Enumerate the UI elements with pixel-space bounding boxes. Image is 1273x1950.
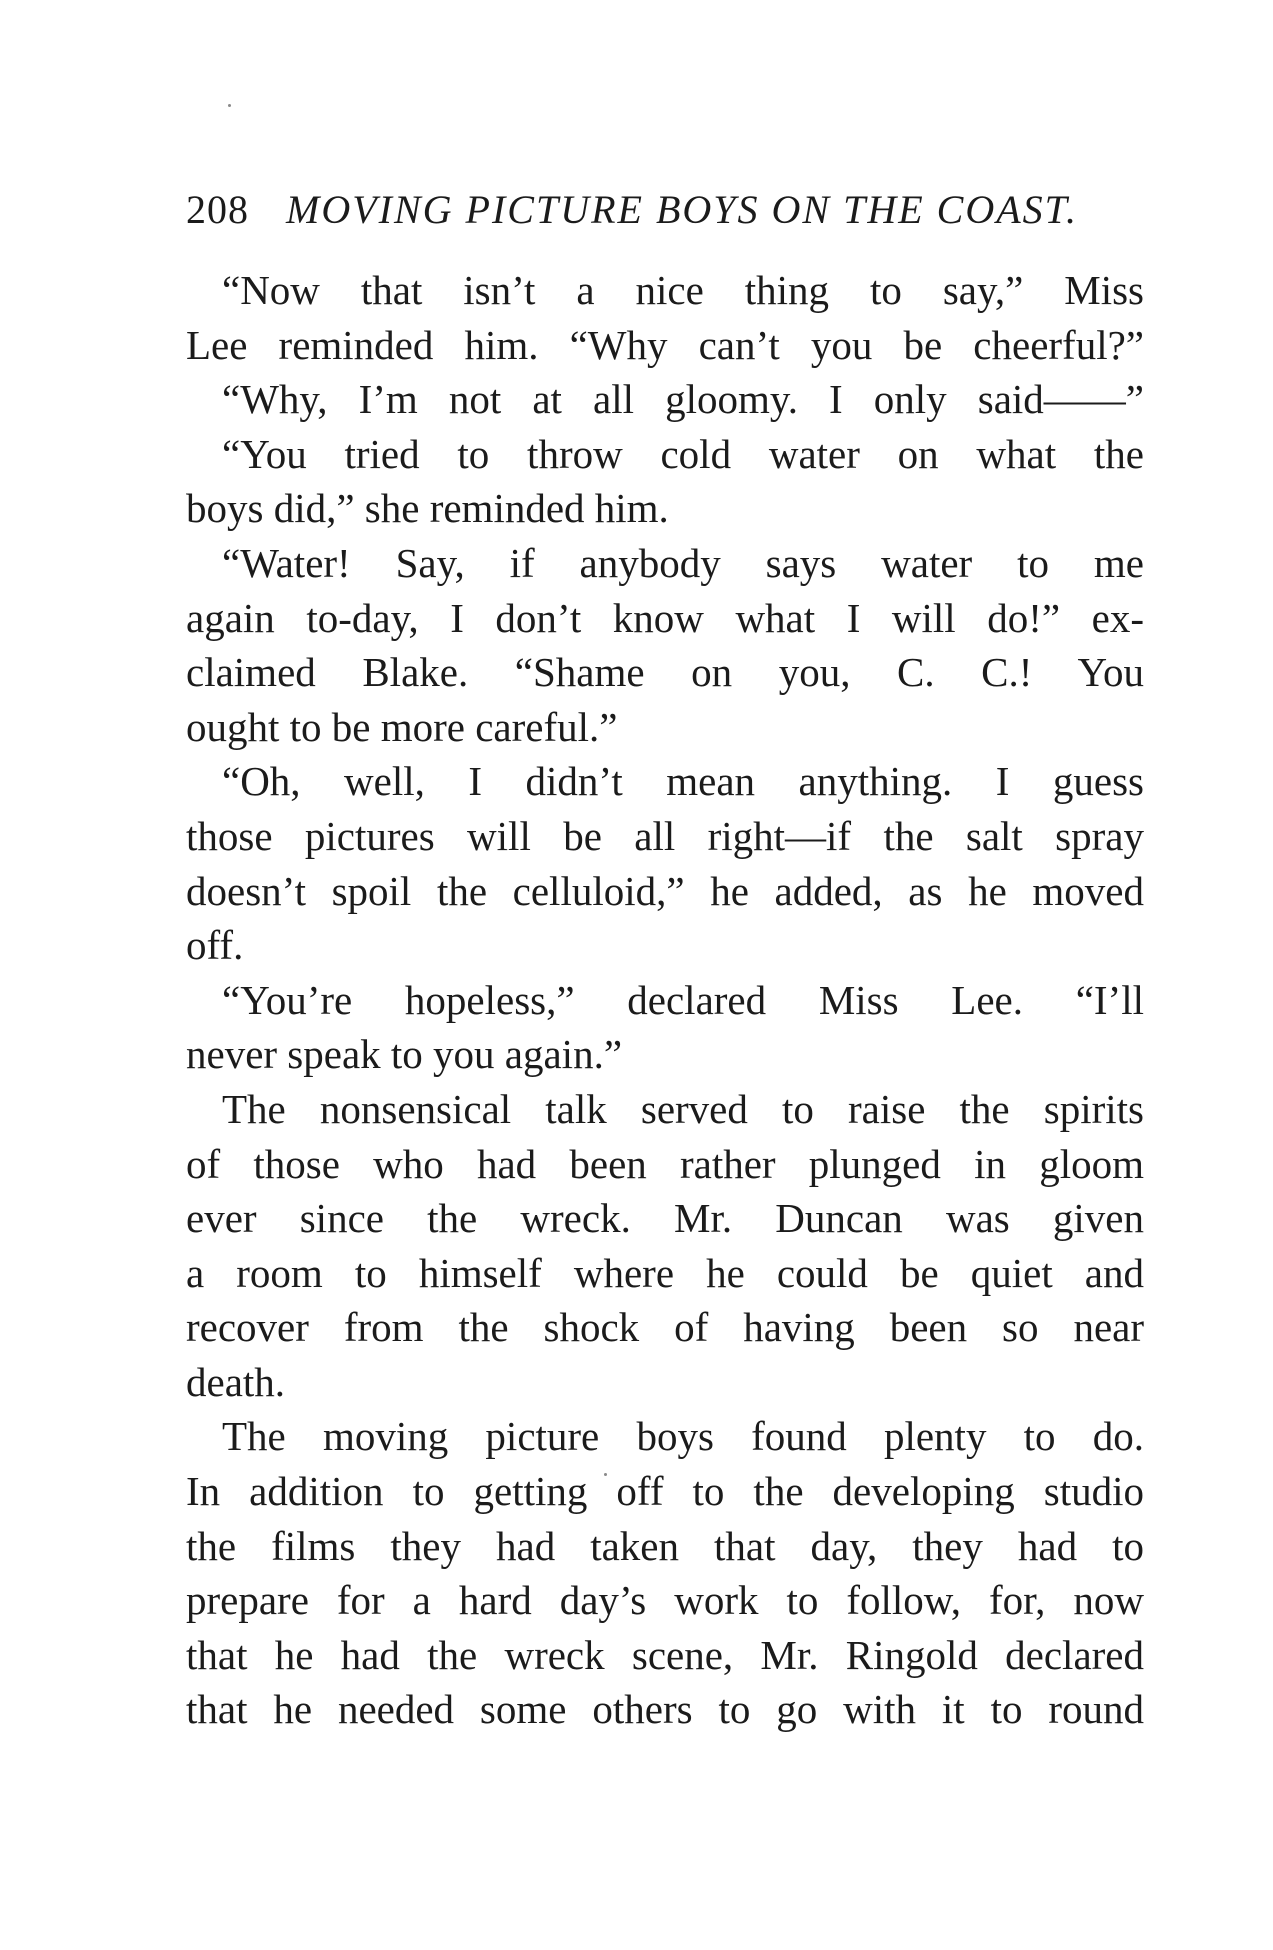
text-line: “Water! Say, if anybody says water to me xyxy=(222,539,1144,586)
text-line: “Now that isn’t a nice thing to say,” Miss xyxy=(222,267,1144,313)
text-line: claimed Blake. “Shame on you, C. C.! You xyxy=(186,649,1144,696)
running-head xyxy=(186,182,1146,238)
text-line: doesn’t spoil the celluloid,” he added, as he moved xyxy=(186,867,1144,914)
text-line: never speak to you again.” xyxy=(186,1031,623,1078)
text-line: off. xyxy=(186,922,244,969)
text-line: death. xyxy=(186,1358,286,1405)
text-line: The moving picture boys found plenty to do. xyxy=(222,1413,1144,1460)
text-line: those pictures will be all right—if the salt spray xyxy=(186,812,1144,859)
text-line: ever since the wreck. Mr. Duncan was given xyxy=(186,1195,1144,1242)
text-line: that he had the wreck scene, Mr. Ringold declared xyxy=(186,1631,1144,1678)
text-line: boys did,” she reminded him. xyxy=(186,485,669,532)
text-line: a room to himself where he could be quiet and xyxy=(186,1249,1144,1296)
text-line: The nonsensical talk served to raise the spirits xyxy=(222,1085,1144,1132)
paper-speck xyxy=(228,104,231,107)
running-title: MOVING PICTURE BOYS ON THE COAST. xyxy=(286,187,1078,232)
text-line: “Why, I’m not at all gloomy. I only said——” xyxy=(222,376,1144,423)
body-text xyxy=(186,263,1144,1737)
text-line: Lee reminded him. “Why can’t you be cheerful?” xyxy=(186,321,1144,368)
text-line: ought to be more careful.” xyxy=(186,703,618,750)
text-line: that he needed some others to go with it to round xyxy=(186,1686,1144,1733)
text-line: the films they had taken that day, they had to xyxy=(186,1522,1144,1569)
text-line: of those who had been rather plunged in gloom xyxy=(186,1140,1144,1187)
text-line: “You’re hopeless,” declared Miss Lee. “I’ll xyxy=(222,976,1144,1023)
text-line: again to-day, I don’t know what I will do!” ex- xyxy=(186,594,1144,641)
text-line: “You tried to throw cold water on what the xyxy=(222,430,1144,477)
text-line: In addition to getting off to the developing studio xyxy=(186,1468,1144,1515)
page-number: 208 xyxy=(186,187,249,232)
text-line: “Oh, well, I didn’t mean anything. I guess xyxy=(222,758,1144,805)
text-line: prepare for a hard day’s work to follow, for, now xyxy=(186,1577,1144,1624)
text-line: recover from the shock of having been so near xyxy=(186,1304,1144,1351)
